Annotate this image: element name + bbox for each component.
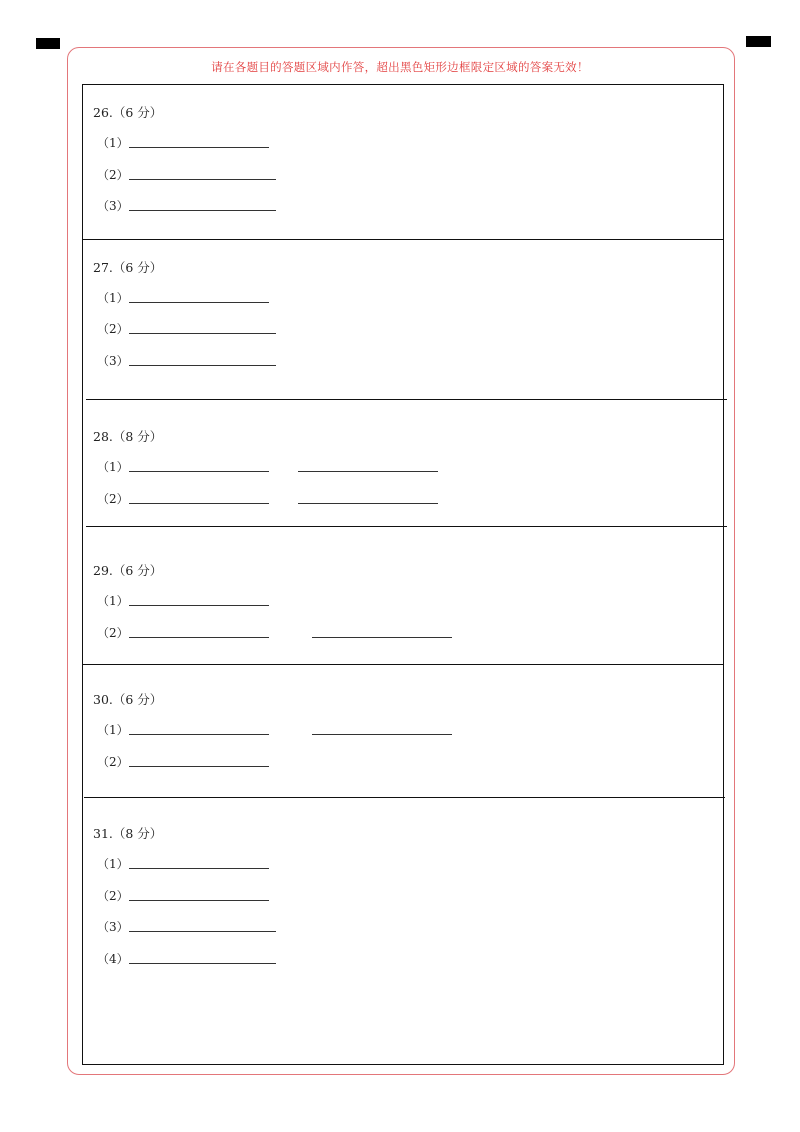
answer-label: （3） xyxy=(97,354,129,368)
answer-label: （1） xyxy=(97,291,129,305)
alignment-marker-right xyxy=(746,36,771,47)
question-26-title: 26.（6 分） xyxy=(93,105,163,120)
answer-label: （2） xyxy=(97,168,129,182)
question-28-title: 28.（8 分） xyxy=(93,429,163,444)
question-30-title: 30.（6 分） xyxy=(93,692,163,707)
answer-blank[interactable] xyxy=(129,605,269,606)
answer-label: （2） xyxy=(97,889,129,903)
answer-blank[interactable] xyxy=(129,503,269,504)
answer-blank[interactable] xyxy=(129,963,276,964)
section-divider xyxy=(82,664,724,665)
answer-blank[interactable] xyxy=(312,734,452,735)
question-29-title: 29.（6 分） xyxy=(93,563,163,578)
question-27-title: 27.（6 分） xyxy=(93,260,163,275)
answer-label: （3） xyxy=(97,920,129,934)
section-divider xyxy=(82,239,724,240)
answer-blank[interactable] xyxy=(129,333,276,334)
answer-blank[interactable] xyxy=(129,302,269,303)
answer-label: （2） xyxy=(97,492,129,506)
answer-blank[interactable] xyxy=(129,900,269,901)
answer-blank[interactable] xyxy=(298,503,438,504)
answer-blank[interactable] xyxy=(129,147,269,148)
answer-label: （1） xyxy=(97,594,129,608)
answer-area-notice: 请在各题目的答题区域内作答，超出黑色矩形边框限定区域的答案无效！ xyxy=(211,60,589,74)
answer-blank[interactable] xyxy=(129,766,269,767)
answer-blank[interactable] xyxy=(129,931,276,932)
answer-blank[interactable] xyxy=(129,210,276,211)
section-divider xyxy=(86,399,727,400)
answer-blank[interactable] xyxy=(312,637,452,638)
answer-label: （1） xyxy=(97,857,129,871)
alignment-marker-left xyxy=(36,38,60,49)
question-31-title: 31.（8 分） xyxy=(93,826,163,841)
answer-blank[interactable] xyxy=(129,179,276,180)
section-divider xyxy=(86,526,727,527)
answer-label: （2） xyxy=(97,322,129,336)
answer-blank[interactable] xyxy=(298,471,438,472)
answer-label: （4） xyxy=(97,952,129,966)
section-divider xyxy=(84,797,725,798)
answer-label: （2） xyxy=(97,755,129,769)
answer-label: （1） xyxy=(97,136,129,150)
answer-blank[interactable] xyxy=(129,365,276,366)
answer-label: （3） xyxy=(97,199,129,213)
answer-label: （1） xyxy=(97,460,129,474)
answer-label: （2） xyxy=(97,626,129,640)
answer-blank[interactable] xyxy=(129,471,269,472)
answer-blank[interactable] xyxy=(129,637,269,638)
answer-blank[interactable] xyxy=(129,868,269,869)
answer-blank[interactable] xyxy=(129,734,269,735)
answer-label: （1） xyxy=(97,723,129,737)
answer-area-frame xyxy=(82,84,724,1065)
